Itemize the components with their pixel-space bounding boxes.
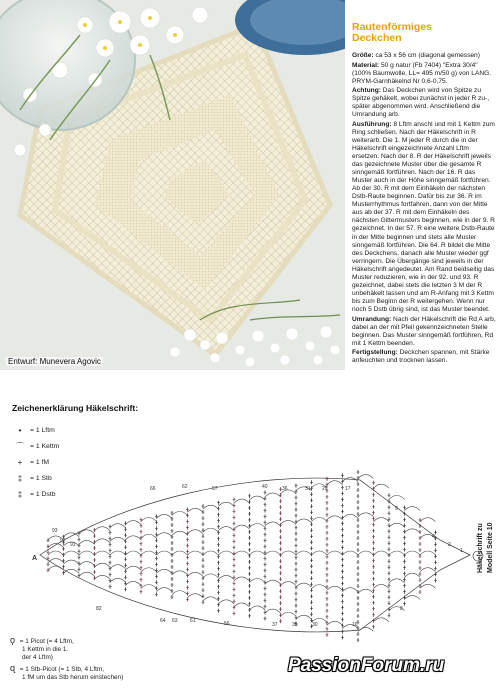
chain-arch bbox=[234, 499, 250, 503]
stitch-column bbox=[186, 508, 189, 602]
article-paragraph-finishing: Fertigstellung: Deckchen spannen, mit Stärke anfeuchten und trocknen lassen. bbox=[352, 349, 490, 365]
chain-arch bbox=[219, 600, 235, 604]
chain-arch bbox=[327, 551, 343, 555]
chain-arch bbox=[374, 551, 390, 555]
chain-arch bbox=[343, 514, 359, 518]
chain-arch bbox=[374, 484, 390, 488]
chain-arch bbox=[188, 572, 204, 576]
article-title bbox=[352, 22, 496, 44]
chain-arch bbox=[110, 537, 126, 541]
slip-stitch-icon: ⌒ bbox=[16, 441, 24, 451]
stitch-column bbox=[403, 506, 406, 606]
row-number-labels bbox=[32, 484, 463, 628]
chain-arch bbox=[188, 530, 204, 534]
chain-arch bbox=[343, 551, 359, 555]
row-number: 40 bbox=[262, 484, 268, 490]
chain-arch bbox=[420, 584, 436, 588]
row-number: 31 bbox=[305, 486, 311, 492]
chain-arch bbox=[126, 536, 142, 540]
chain-arch bbox=[312, 551, 328, 555]
chain-arch bbox=[95, 575, 111, 579]
chain-arch bbox=[172, 531, 188, 535]
chain-stitch-icon: • bbox=[18, 425, 22, 435]
row-number: 37 bbox=[272, 622, 278, 628]
legend-title: Zeichenerklärung Häkelschrift: bbox=[12, 403, 139, 413]
chain-arch bbox=[126, 566, 142, 570]
side-label-line-2: Modell Seite 10 bbox=[487, 522, 494, 573]
chain-arch bbox=[234, 551, 250, 555]
photo-caption: Entwurf: Munevera Agovic bbox=[8, 357, 101, 366]
chain-arch bbox=[265, 522, 281, 526]
chain-arch bbox=[79, 540, 95, 544]
chain-arch bbox=[203, 551, 219, 555]
row-number: 29 bbox=[322, 486, 328, 492]
single-crochet-icon: + bbox=[17, 457, 23, 467]
border-round-mark: A bbox=[32, 555, 38, 562]
legend-item: ⌒ = 1 Kettm bbox=[16, 441, 60, 451]
row-number: 17 bbox=[345, 486, 351, 492]
legend-item: + = 1 fM bbox=[14, 454, 59, 470]
chain-arch bbox=[141, 534, 157, 538]
chain-arch bbox=[265, 493, 281, 497]
chain-arch bbox=[358, 627, 374, 631]
crochet-diagram bbox=[0, 457, 500, 645]
chain-arch bbox=[296, 615, 312, 619]
chain-arch bbox=[172, 591, 188, 595]
stitch-column bbox=[279, 487, 282, 623]
chain-arch bbox=[110, 524, 126, 528]
chain-arch bbox=[157, 588, 173, 592]
chain-arch bbox=[48, 543, 64, 547]
doily-photo-illustration bbox=[0, 0, 345, 370]
diagram-outline bbox=[40, 478, 470, 632]
chain-arch bbox=[126, 551, 142, 555]
chain-arch bbox=[172, 511, 188, 515]
chain-arch bbox=[188, 508, 204, 512]
chain-arch bbox=[312, 585, 328, 589]
stitch-column bbox=[388, 493, 391, 617]
stitch-column bbox=[357, 470, 360, 642]
legend-item: ‡ = 1 Dstb bbox=[14, 486, 59, 502]
chain-arch bbox=[64, 569, 80, 573]
chain-arch bbox=[281, 551, 297, 555]
chain-arch bbox=[358, 513, 374, 517]
chain-arch bbox=[188, 594, 204, 598]
stb-picot-icon: ɋ bbox=[10, 663, 16, 673]
chain-arch bbox=[250, 524, 266, 528]
stitch-column bbox=[248, 494, 251, 618]
row-number: 8 bbox=[400, 606, 403, 612]
chain-arch bbox=[296, 551, 312, 555]
row-number: 56 bbox=[224, 621, 230, 627]
chain-arch bbox=[203, 528, 219, 532]
stitch-column bbox=[326, 477, 329, 637]
chain-arch bbox=[141, 584, 157, 588]
row-number: 36 bbox=[282, 486, 288, 492]
chain-arch bbox=[95, 527, 111, 531]
chain-arch bbox=[327, 621, 343, 625]
chain-arch bbox=[250, 578, 266, 582]
chain-arch bbox=[420, 551, 436, 555]
chain-arch bbox=[234, 525, 250, 529]
chain-arch bbox=[250, 551, 266, 555]
article-paragraph-material: Material: 50 g natur (Fb 7404) "Extra 30/4" (100% Baumwolle, LL= 495 m/50 g) von LANG. PRYM-Garnhäkelnd Nr 0,6-0,75. bbox=[352, 61, 492, 85]
chain-arch bbox=[265, 551, 281, 555]
chain-arch bbox=[79, 551, 95, 555]
diagram-side-label bbox=[470, 455, 500, 575]
chain-arch bbox=[110, 565, 126, 569]
chain-arch bbox=[234, 603, 250, 607]
chain-arch bbox=[389, 551, 405, 555]
chain-arch bbox=[141, 551, 157, 555]
stitch-column bbox=[419, 518, 422, 594]
chain-arch bbox=[296, 519, 312, 523]
chain-arch bbox=[281, 520, 297, 524]
chain-arch bbox=[420, 518, 436, 522]
chain-arch bbox=[141, 518, 157, 522]
row-number: 1 bbox=[460, 548, 463, 554]
chain-arch bbox=[203, 505, 219, 509]
chain-arch bbox=[219, 551, 235, 555]
chain-arch bbox=[389, 495, 405, 499]
chain-arch bbox=[343, 588, 359, 592]
chain-arch bbox=[250, 606, 266, 610]
chain-arch bbox=[405, 595, 421, 599]
chain-arch bbox=[405, 573, 421, 577]
chain-arch bbox=[374, 518, 390, 522]
chain-arch bbox=[358, 589, 374, 593]
row-number: 61 bbox=[190, 618, 196, 624]
chain-arch bbox=[358, 551, 374, 555]
chain-arch bbox=[219, 502, 235, 506]
row-number: 57 bbox=[212, 486, 218, 492]
article-text bbox=[352, 22, 496, 367]
chain-arch bbox=[141, 568, 157, 572]
chain-arch bbox=[327, 481, 343, 485]
chain-arch bbox=[157, 569, 173, 573]
picot-icon: ϙ bbox=[10, 635, 16, 645]
chain-arch bbox=[95, 563, 111, 567]
chain-arch bbox=[157, 551, 173, 555]
row-number: 92 bbox=[60, 538, 66, 544]
treble-crochet-icon: ‡ bbox=[17, 489, 23, 499]
chain-arch bbox=[405, 507, 421, 511]
chain-arch bbox=[389, 579, 405, 583]
chain-arch bbox=[203, 574, 219, 578]
chain-arch bbox=[219, 527, 235, 531]
row-number: 30 bbox=[312, 622, 318, 628]
chain-arch bbox=[79, 562, 95, 566]
chain-arch bbox=[157, 533, 173, 537]
article-paragraph-size: Größe: ca 53 x 56 cm (diagonal gemessen) bbox=[352, 52, 480, 59]
row-number: 91 bbox=[70, 542, 76, 548]
row-number: 2 bbox=[448, 542, 451, 548]
chain-arch bbox=[281, 582, 297, 586]
chain-arch bbox=[327, 516, 343, 520]
chain-arch bbox=[420, 568, 436, 572]
chain-arch bbox=[95, 539, 111, 543]
chain-arch bbox=[172, 551, 188, 555]
stitch-column bbox=[264, 491, 267, 621]
chain-arch bbox=[405, 551, 421, 555]
chain-arch bbox=[343, 478, 359, 482]
row-number: 63 bbox=[172, 618, 178, 624]
chain-arch bbox=[234, 577, 250, 581]
chain-arch bbox=[389, 523, 405, 527]
article-paragraph-instructions: Ausführung: 8 Lftm anschl und mit 1 Kettm zum Ring schließen. Nach der Häkelschrift in R weiterarb. Die 1. M jeder R durch die in der Häkelschrift eingezeichnete Anzahl Lftm ersetzen. Nach der 8. R der Häkelschrift jeweils das gezeichnete Muster über die gesamte R sinngemäß fortführen. Nach der 16. R das Muster auch in der Höhe sinngemäß fortführen. Ab der 30. R mit dem Einhäkeln der nächsten Dstb-Raute beginnen. Dafür bis zur 36. R im Musterrhythmus fortfahren, dann von der Mitte aus ab der 37. R mit dem Einhäkeln des nächsten Gittermusters beginnen, wie in der 9. R gezeichnet. In der 57. R eine weitere Dstb-Raute in der Mitte beginnen und stets alle Muster sinngemäß fortführen. Die 64. R bildet die Mitte des Deckchens, danach alle Muster wieder ggf verringern. Die Übergänge sind jeweils in der Häkelschrift angedeutet. Am Rand beidseitig das Muster reduzieren, wie in der 92. und 93. R gezeichnet, dabei stets die letzten 3 M der R unbehäkelt lassen und am R-Anfang mit 3 Kettm bis zum Beginn der R weitergehen. Wenn nur noch 5 Dstb übrig sind, ist das Muster beendet. bbox=[352, 120, 495, 313]
chain-arch bbox=[250, 496, 266, 500]
chain-arch bbox=[110, 551, 126, 555]
stitch-column bbox=[47, 538, 50, 572]
row-number: 35 bbox=[292, 622, 298, 628]
row-number: 62 bbox=[182, 484, 188, 490]
chain-arch bbox=[312, 517, 328, 521]
row-number: 82 bbox=[96, 606, 102, 612]
stitch-column bbox=[124, 521, 127, 591]
chain-arch bbox=[157, 514, 173, 518]
chain-arch bbox=[405, 529, 421, 533]
article-title-line-1: Rautenförmiges bbox=[352, 21, 432, 33]
stitch-column bbox=[341, 473, 344, 639]
stitch-column bbox=[155, 514, 158, 596]
chain-arch bbox=[203, 597, 219, 601]
chain-arch bbox=[79, 572, 95, 576]
watermark: PassionForum.ru bbox=[288, 655, 445, 676]
chain-arch bbox=[126, 581, 142, 585]
chain-arch bbox=[219, 575, 235, 579]
legend-item: ‡ = 1 Stb bbox=[14, 470, 59, 486]
chain-arch bbox=[48, 551, 64, 555]
chain-arch bbox=[64, 551, 80, 555]
chain-arch bbox=[188, 551, 204, 555]
chain-arch bbox=[110, 578, 126, 582]
row-number: 66 bbox=[150, 486, 156, 492]
row-number: 64 bbox=[160, 618, 166, 624]
article-paragraph-note: Achtung: Das Deckchen wird von Spitze zu Spitze gehäkelt, wobei zunächst in jeder R zu-, später abgenommen wird. Anschließend die Umrandung arb. bbox=[352, 87, 490, 119]
chain-arch bbox=[296, 583, 312, 587]
chain-arch bbox=[281, 612, 297, 616]
chain-arch bbox=[172, 571, 188, 575]
chain-arch bbox=[95, 551, 111, 555]
row-number: 9 bbox=[395, 506, 398, 512]
side-label-line-1: Häkelschrift zu bbox=[477, 523, 484, 573]
stitch-column bbox=[233, 497, 236, 615]
chain-arch bbox=[265, 580, 281, 584]
legend-picot: ϙ = 1 Picot (= 4 Lftm, 1 Kettm in die 1. der 4 Lftm) bbox=[10, 635, 74, 661]
double-crochet-icon: ‡ bbox=[17, 473, 23, 483]
chain-arch bbox=[126, 521, 142, 525]
chain-arch bbox=[358, 475, 374, 479]
legend-item: • = 1 Lftm bbox=[14, 422, 59, 438]
chain-arch bbox=[327, 586, 343, 590]
chain-arch bbox=[64, 560, 80, 564]
chain-arch bbox=[265, 609, 281, 613]
chain-arch bbox=[374, 584, 390, 588]
row-number: 4 bbox=[432, 534, 435, 540]
stitch-column bbox=[78, 531, 81, 577]
stitch-column bbox=[140, 518, 143, 594]
article-paragraph-border: Umrandung: Nach der Häkelschrift die Rd A arb, dabei an der mit Pfeil gekennzeichneten Stelle beginnen. Das Muster sinngemäß fortführen, Rd mit 1 Kettm beenden. bbox=[352, 315, 496, 347]
row-number: 93 bbox=[52, 528, 58, 534]
doily-photo bbox=[0, 0, 345, 370]
row-number: 16 bbox=[352, 622, 358, 628]
legend-stb-picot: ɋ = 1 Stb-Picot (= 1 Stb, 4 Lftm, 1 fM um das Stb herum einstechen) bbox=[10, 663, 124, 681]
chain-arch bbox=[48, 566, 64, 570]
article-title-line-2: Deckchen bbox=[352, 32, 402, 44]
stitch-column bbox=[217, 501, 220, 613]
mesh-arches bbox=[48, 475, 436, 632]
